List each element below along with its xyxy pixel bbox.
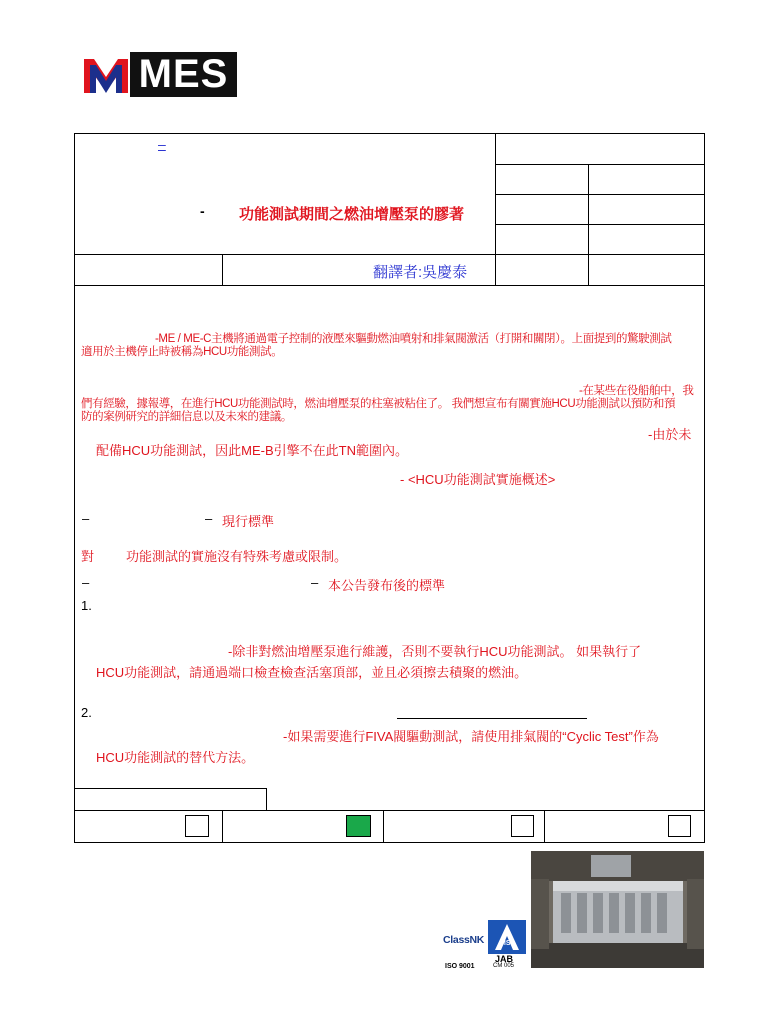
jab-label: JAB xyxy=(495,954,514,964)
engine-photo xyxy=(531,851,704,968)
checkbox-1[interactable] xyxy=(185,815,209,837)
new-standard-dash-left: – xyxy=(82,575,90,590)
jab-ms-mark-icon xyxy=(488,920,526,954)
item-1-number: 1. xyxy=(81,598,92,613)
header-link[interactable]: – xyxy=(158,136,166,152)
paragraph-2-line-2: 們有經驗，據報導，在進行HCU功能測試時，燃油增壓泵的柱塞被粘住了。 我們想宣布有關實施HCU功能測試以預防和預 xyxy=(81,398,676,410)
paragraph-2-line-3: 防的案例研究的詳細信息以及未來的建議。 xyxy=(81,411,292,423)
paragraph-3-line-1: -由於未 xyxy=(648,427,692,442)
paragraph-3-line-2: 配備HCU功能測試，因此ME-B引擎不在此TN範圍內。 xyxy=(96,443,408,458)
signature-underline xyxy=(397,718,587,719)
paragraph-1-line-2: 適用於主機停止時被稱為HCU功能測試。 xyxy=(81,346,283,358)
checkbox-4[interactable] xyxy=(668,815,691,837)
title-dash: - xyxy=(200,203,205,219)
divider xyxy=(588,164,589,285)
divider xyxy=(495,133,496,285)
divider xyxy=(222,254,223,285)
current-standard-label: 現行標準 xyxy=(222,514,275,529)
cm-label: CM 005 xyxy=(493,963,515,969)
current-standard-text: 功能測試的實施沒有特殊考慮或限制。 xyxy=(126,549,348,564)
divider xyxy=(74,285,705,286)
divider xyxy=(222,810,223,843)
divider xyxy=(495,164,704,165)
paragraph-2-line-1: -在某些在役船舶中，我 xyxy=(579,385,694,397)
divider xyxy=(383,810,384,843)
divider xyxy=(74,254,705,255)
overview-heading: - <HCU功能測試實施概述> xyxy=(400,472,556,487)
new-standard-dash: – xyxy=(311,575,319,590)
item-1-line-1: -除非對燃油增壓泵進行維護，否則不要執行HCU功能測試。 如果執行了 xyxy=(228,644,642,659)
paragraph-1-text: 主機將通過電子控制的液壓來驅動燃油噴射和排氣閥激活（打開和關閉）。上面提到的驚駛測試 xyxy=(211,333,672,345)
divider xyxy=(74,810,705,811)
item-1-line-2: HCU功能測試，請通過端口檢查檢查活塞頂部，並且必須擦去積聚的燃油。 xyxy=(96,665,528,680)
divider xyxy=(544,810,545,843)
paragraph-1-line-1 xyxy=(155,333,672,345)
current-standard-prefix: 對 xyxy=(81,549,95,564)
ms-label: MS xyxy=(500,940,511,947)
current-standard-dash-left: – xyxy=(82,511,90,526)
company-logo-text: MES xyxy=(130,52,237,97)
item-2-line-1: -如果需要進行FIVA閥驅動測試，請使用排氣閥的“Cyclic Test”作為 xyxy=(283,729,659,744)
checkbox-3[interactable] xyxy=(511,815,534,837)
company-logo-mark xyxy=(82,55,130,95)
paragraph-1-lead: -ME / ME-C xyxy=(155,333,212,345)
current-standard-dash: – xyxy=(205,511,213,526)
new-standard-label: 本公告發布後的標準 xyxy=(328,578,446,593)
classnk-logo: ClassNK xyxy=(443,934,485,946)
document-title: 功能測試期間之燃油增壓泵的膠著 xyxy=(239,206,465,223)
divider xyxy=(495,194,704,195)
item-2-line-2: HCU功能測試的替代方法。 xyxy=(96,750,255,765)
item-2-number: 2. xyxy=(81,705,92,720)
iso-label: ISO 9001 xyxy=(445,963,475,970)
divider xyxy=(266,788,267,810)
divider xyxy=(74,788,267,789)
checkbox-2-checked[interactable] xyxy=(346,815,371,837)
divider xyxy=(495,224,704,225)
translator-credit: 翻譯者:吳慶泰 xyxy=(373,264,468,281)
